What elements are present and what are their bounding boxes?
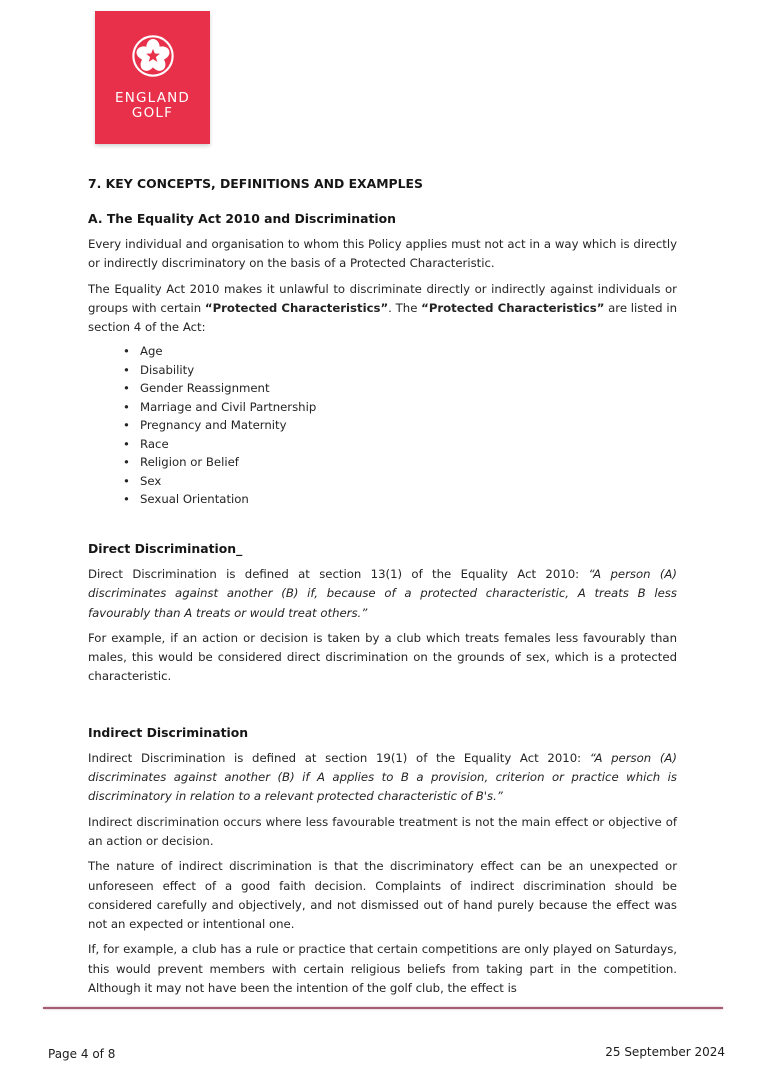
direct-discrimination-example: For example, if an action or decision is taken by a club which treats females less favourably than males, this would be considered direct discrimination on the grounds of sex, which is a protected characteristic. [88,630,677,684]
document-content [88,174,677,998]
subsection-heading: A. The Equality Act 2010 and Discrimination [88,211,396,226]
bullet-icon: • [123,399,130,414]
bullet-icon: • [123,418,130,433]
list-item-label: Sex [140,473,162,488]
list-item-label: Gender Reassignment [140,381,270,396]
list-item-label: Race [140,436,169,451]
bullet-icon: • [123,455,130,470]
list-item [123,342,677,361]
direct-discrimination-definition: Direct Discrimination is defined at section 13(1) of the Equality Act 2010: “A person (A) discriminates against another (B) if, because of a protected characteristic, A treats B less favourably than A treats or would treat others.” [88,566,677,620]
footer-date: 25 September 2024 [605,1045,725,1059]
list-item [123,453,677,472]
list-item [123,490,677,509]
list-item [123,398,677,417]
logo-wordmark [115,91,190,121]
indirect-discrimination-explanation-3: If, for example, a club has a rule or practice that certain competitions are only played on Saturdays, this would prevent members with certain religious beliefs from taking part in the competition. Although it may not have been the intention of the golf club, the effect is [88,942,677,996]
logo-wordmark-line1: ENGLAND [114,90,191,106]
england-golf-logo [95,11,210,144]
equality-act-paragraph: The Equality Act 2010 makes it unlawful to discriminate directly or indirectly against individuals or groups with certain “Protected Characteristics”. The “Protected Characteristics” are listed in section 4 of the Act: [88,281,677,335]
list-item-label: Marriage and Civil Partnership [140,399,317,414]
section-heading: 7. KEY CONCEPTS, DEFINITIONS AND EXAMPLES [88,176,423,191]
list-item-label: Pregnancy and Maternity [140,418,287,433]
tudor-rose-icon [130,33,176,79]
list-item [123,472,677,491]
bullet-icon: • [123,492,130,507]
list-item [123,435,677,454]
logo-wordmark-line2: GOLF [131,105,174,121]
indirect-discrimination-explanation-2: The nature of indirect discrimination is that the discriminatory effect can be an unexpected or unforeseen effect of a good faith decision. Complaints of indirect discrimination should be considered carefully and objectively, and not dismissed out of hand purely because the effect was not an expected or intentional one. [88,859,677,932]
list-item [123,379,677,398]
list-item-label: Sexual Orientation [140,492,249,507]
indirect-discrimination-heading: Indirect Discrimination [88,724,249,740]
footer-divider [43,1007,723,1009]
indirect-discrimination-explanation-1: Indirect discrimination occurs where less favourable treatment is not the main effect or objective of an action or decision. [88,814,677,848]
bullet-icon: • [123,473,130,488]
list-item [123,416,677,435]
list-item-label: Age [140,344,163,359]
indirect-discrimination-definition: Indirect Discrimination is defined at section 19(1) of the Equality Act 2010: “A person (A) discriminates against another (B) if A applies to B a provision, criterion or practice which is discriminatory in relation to a relevant protected characteristic of B's.” [88,750,677,804]
bullet-icon: • [123,381,130,396]
protected-characteristics-list [88,342,677,509]
list-item-label: Religion or Belief [140,455,239,470]
intro-paragraph: Every individual and organisation to whom this Policy applies must not act in a way which is directly or indirectly discriminatory on the basis of a Protected Characteristic. [88,237,677,271]
footer-page-number: Page 4 of 8 [48,1047,116,1061]
bullet-icon: • [123,362,130,377]
list-item [123,361,677,380]
list-item-label: Disability [140,362,195,377]
bullet-icon: • [123,344,130,359]
bullet-icon: • [123,436,130,451]
direct-discrimination-heading: Direct Discrimination_ [88,540,243,556]
